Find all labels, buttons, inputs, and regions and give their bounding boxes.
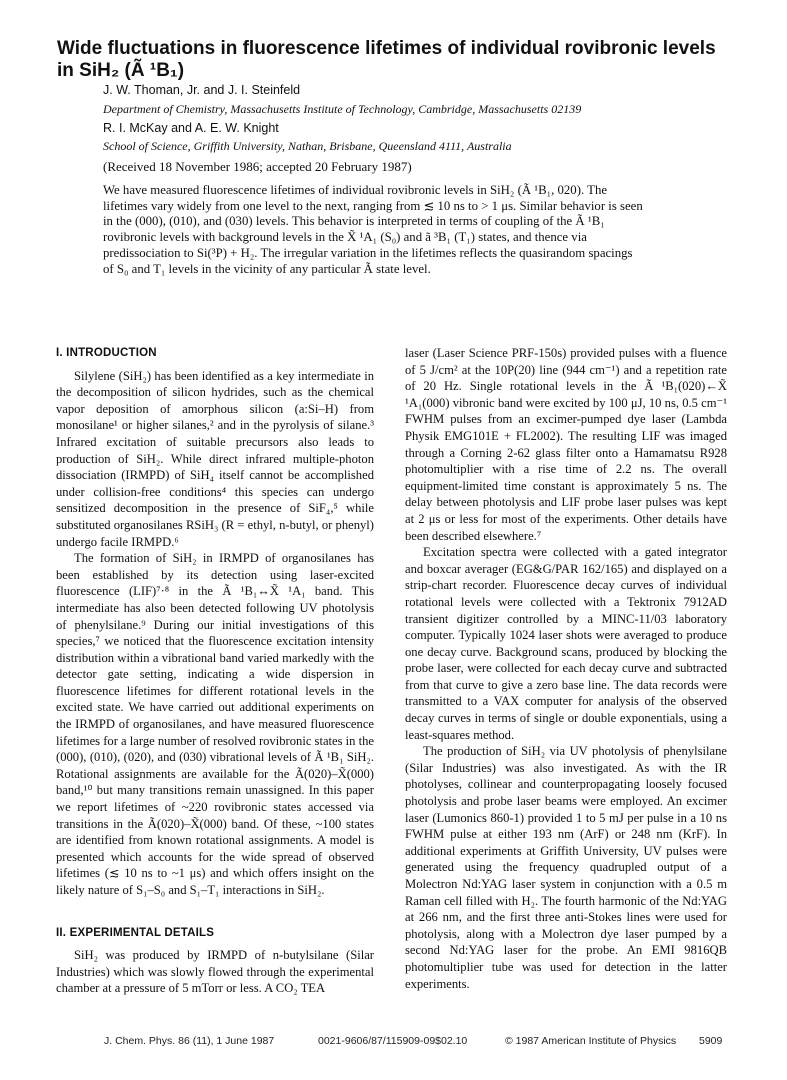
- affiliation-2: School of Science, Griffith University, Nathan, Brisbane, Queensland 4111, Australia: [103, 139, 512, 153]
- footer-page-number: 5909: [699, 1035, 723, 1047]
- left-column: [56, 345, 374, 997]
- footer-article-code: 0021-9606/87/115909-09$02.10: [318, 1035, 468, 1047]
- footer-copyright: © 1987 American Institute of Physics: [505, 1035, 677, 1047]
- section-heading-introduction: I. INTRODUCTION: [56, 347, 157, 359]
- experimental-paragraph-1: SiH₂ was produced by IRMPD of n-butylsilane (Silar Industries) which was slowly flowed through the experimental chamber at a pressure of 5 mTorr or less. A CO₂ TEA: [56, 948, 374, 996]
- experimental-paragraph-1-continued: laser (Laser Science PRF-150s) provided pulses with a fluence of 5 J/cm² at the 10P(20) line (944 cm⁻¹) and a repetition rate of 20 Hz. Single rotational levels in the Ã ¹B₁(020)←X̃ ¹A₁(000) vibronic band were excited by 100 μJ, 10 ns, 0.5 cm⁻¹ FWHM pulses from an excimer-pumped dye laser (Lambda Physik EMG101E + FL2002). The resulting LIF was imaged through a Corning 2-62 glass filter onto a Hamamatsu R928 photomultiplier with a rise time of 2.2 ns. The overall equipment-limited time constant is approximately 5 ns. The delay between photolysis and LIF probe laser pulses was kept at 2 μs or less for most of the experiments. Other details have been described elsewhere.⁷: [405, 346, 727, 543]
- intro-paragraph-2: The formation of SiH₂ in IRMPD of organosilanes has been established by its detection using laser-excited fluorescence (LIF)⁷·⁸ in the Ã ¹B₁↔X̃ ¹A₁ band. This intermediate has also been detected following UV photolysis of phenylsilane.⁹ During our initial investigations of this species,⁷ we noticed that the fluorescence excitation intensity distribution within a vibrational band varied markedly with the detector gate setting, indicating a wide dispersion in fluorescence lifetimes for different rotational levels in the excited state. We have carried out additional experiments on the IRMPD of organosilanes, and have measured fluorescence lifetimes for a large number of resolved rovibronic states in the (000), (010), (020), and (030) vibrational levels of Ã ¹B₁ SiH₂. Rotational assignments are available for the Ã(020)–X̃(000) band,¹⁰ but many transitions remain unassigned. In this paper we report lifetimes of ~220 rovibronic states accessed via transitions in the Ã(020)–X̃(000) band. Of these, ~100 states are identified from known rotational assignments. A model is presented which accounts for the wide spread of observed lifetimes (≲ 10 ns to ~1 μs) and which offers insight on the likely nature of S₁–S₀ and S₁–T₁ interactions in SiH₂.: [56, 551, 375, 897]
- section-heading-experimental: II. EXPERIMENTAL DETAILS: [56, 926, 215, 939]
- authors-line-1: J. W. Thoman, Jr. and J. I. Steinfeld: [103, 83, 301, 97]
- experimental-paragraph-2: Excitation spectra were collected with a gated integrator and boxcar averager (EG&G/PAR 162/165) and displayed on a strip-chart recorder. Fluorescence decay curves of individual rotational levels were collected with a Tektronix 7912AD transient digitizer controlled by a MINC-11/03 laboratory computer. Typically 1024 laser shots were averaged to produce one decay curve. Background scans, produced by blocking the probe laser, were collected for each decay curve and subtracted from that curve to give a zero base line. The data records were transmitted to a VAX computer for analysis of the observed decay curves in terms of single or double exponentials, using a least-squares method.: [405, 545, 727, 742]
- affiliation-1: Department of Chemistry, Massachusetts Institute of Technology, Cambridge, Massachusetts 02139: [103, 102, 582, 116]
- authors-line-2: R. I. McKay and A. E. W. Knight: [103, 121, 279, 135]
- intro-paragraph-1: Silylene (SiH₂) has been identified as a key intermediate in the decomposition of silicon hydrides, such as the chemical vapor deposition of amorphous silicon (a:Si–H) from monosilane¹ or higher silanes,² and in the pyrolysis of silane.³ Infrared excitation of suitable precursors also leads to production of SiH₂. While direct infrared multiple-photon dissociation (IRMPD) of SiH₄ itself cannot be accomplished under collision-free conditions⁴ this species can undergo sensitized decomposition in the presence of SiF₄,⁵ while substituted organosilanes RSiH₃ (R = ethyl, n-butyl, or phenyl) undergo facile IRMPD.⁶: [56, 368, 374, 549]
- received-dates: (Received 18 November 1986; accepted 20 February 1987): [103, 159, 412, 174]
- right-column: [405, 345, 727, 992]
- article-title: Wide fluctuations in fluorescence lifetimes of individual rovibronic levels in SiH₂ (Ã ¹B₁): [57, 38, 716, 81]
- footer-journal-citation: J. Chem. Phys. 86 (11), 1 June 1987: [104, 1035, 275, 1047]
- abstract: We have measured fluorescence lifetimes of individual rovibronic levels in SiH₂ (Ã ¹B₁, 020). The lifetimes vary widely from one level to the next, ranging from ≲ 10 ns to > 1 μs. Similar behavior is seen in the (000), (010), and (030) levels. This behavior is interpreted in terms of coupling of the Ã ¹B₁ rovibronic levels with background levels in the X̃ ¹A₁ (S₀) and ã ³B₁ (T₁) states, and thence via predissociation to Si(³P) + H₂. The irregular variation in the lifetimes reflects the quasirandom spacings of S₀ and T₁ levels in the vicinity of any particular Ã state level.: [103, 183, 643, 276]
- experimental-paragraph-3: The production of SiH₂ via UV photolysis of phenylsilane (Silar Industries) was also investigated. As with the IR photolyses, collinear and counterpropagating loosely focused photolysis and probe laser beams were employed. An excimer laser (Lumonics 860-1) provided 1 to 5 mJ per pulse in a 10 ns FWHM pulse at either 193 nm (ArF) or 248 nm (KrF). In additional experiments at Griffith University, UV pulses were generated using the frequency quadrupled output of a Molectron Nd:YAG laser system in conjunction with a 0.5 m Raman cell filled with H₂. The fourth harmonic of the Nd:YAG at 266 nm, and the first three anti-Stokes lines were used for photolysis, along with a Molectron dye laser pumped by a second Nd:YAG laser for the probe. An EMI 9816QB photomultiplier tube was used for detection in the latter experiments.: [405, 744, 727, 991]
